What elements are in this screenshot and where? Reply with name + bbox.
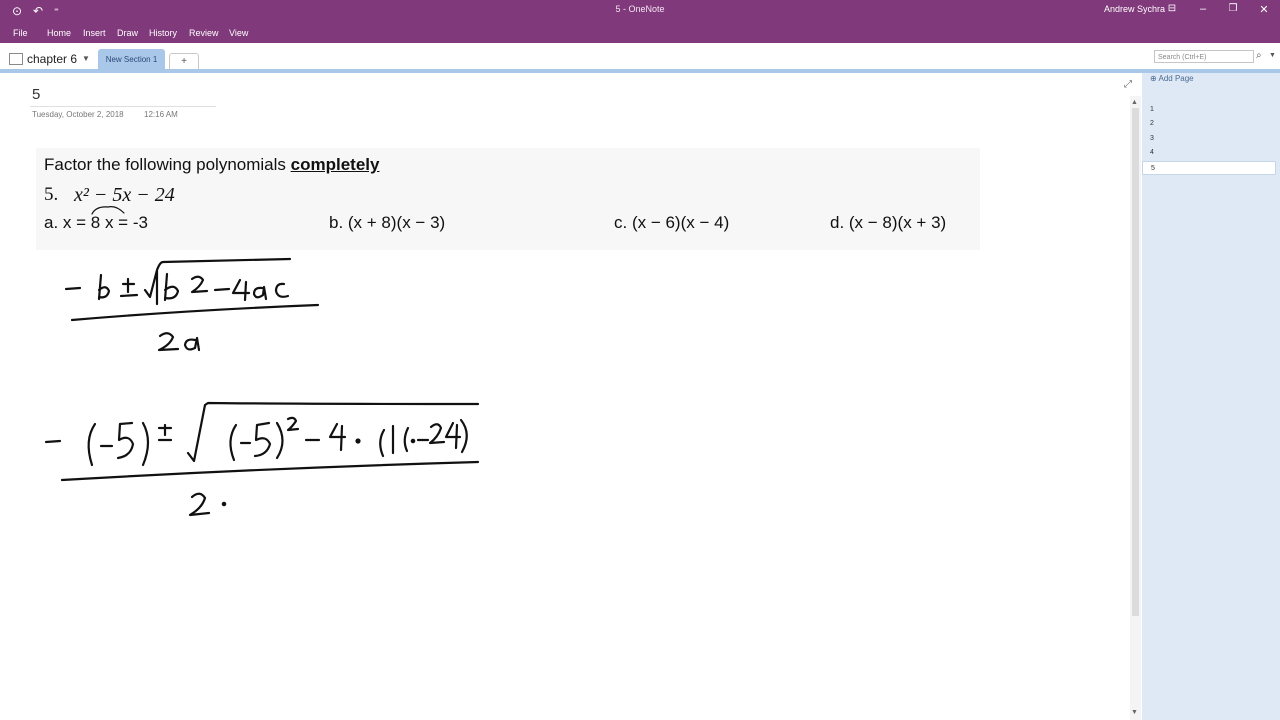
option-a: a. x = 8 x = -3 (44, 213, 148, 232)
add-section-button[interactable]: + (169, 53, 199, 69)
menu-home[interactable]: Home (47, 28, 72, 38)
quick-access-icon[interactable]: ⁼ (54, 6, 59, 16)
page-item-5[interactable]: 5 (1142, 161, 1276, 175)
scroll-thumb[interactable] (1132, 108, 1139, 616)
window-title: 5 - OneNote (615, 4, 665, 14)
menu-draw[interactable]: Draw (117, 28, 139, 38)
menu-review[interactable]: Review (189, 28, 219, 38)
ribbon-display-icon[interactable]: ⊟ (1167, 3, 1177, 14)
expand-icon[interactable]: ⤢ (1124, 79, 1132, 90)
option-b: b. (x + 8)(x − 3) (329, 213, 446, 232)
close-icon[interactable]: ✕ (1259, 4, 1269, 16)
page-date: Tuesday, October 2, 2018 (32, 110, 124, 119)
add-icon: ⊕ (1150, 74, 1157, 83)
page-time: 12:16 AM (144, 110, 178, 119)
question-expression: x² − 5x − 24 (74, 184, 175, 206)
back-icon[interactable]: ⊙ (12, 4, 23, 18)
minimize-icon[interactable]: – (1199, 3, 1207, 15)
undo-icon[interactable]: ↶ (33, 4, 44, 18)
page-item-1[interactable]: 1 (1150, 106, 1154, 113)
add-page-label: Add Page (1158, 74, 1194, 83)
option-c: c. (x − 6)(x − 4) (614, 213, 730, 232)
search-scope-chevron-icon[interactable]: ▼ (1269, 52, 1276, 59)
search-input[interactable]: Search (Ctrl+E) (1154, 50, 1254, 63)
restore-icon[interactable]: ❐ (1228, 3, 1238, 14)
page-item-3[interactable]: 3 (1150, 135, 1154, 142)
search-icon[interactable]: ⌕ (1256, 50, 1262, 61)
add-page-button[interactable] (1150, 74, 1194, 83)
page-item-2[interactable]: 2 (1150, 120, 1154, 127)
chevron-down-icon[interactable]: ▼ (82, 54, 90, 63)
question-number: 5. (44, 184, 59, 205)
menu-view[interactable]: View (229, 28, 249, 38)
notebook-name[interactable]: chapter 6 (27, 52, 78, 66)
page-title[interactable]: 5 (32, 86, 41, 103)
scroll-down-icon[interactable]: ▼ (1131, 709, 1138, 716)
menu-history[interactable]: History (149, 28, 178, 38)
option-d: d. (x − 8)(x + 3) (830, 213, 947, 232)
section-tab-new-section-1[interactable]: New Section 1 (98, 49, 165, 70)
question-heading-text: Factor the following polynomials (44, 155, 286, 174)
question-heading-emphasis: completely (290, 155, 380, 174)
scroll-up-icon[interactable]: ▲ (1131, 99, 1138, 106)
menu-insert[interactable]: Insert (83, 28, 106, 38)
user-name[interactable]: Andrew Sychra (1103, 4, 1165, 14)
menu-file[interactable]: File (13, 28, 28, 38)
page-item-4[interactable]: 4 (1150, 149, 1154, 156)
